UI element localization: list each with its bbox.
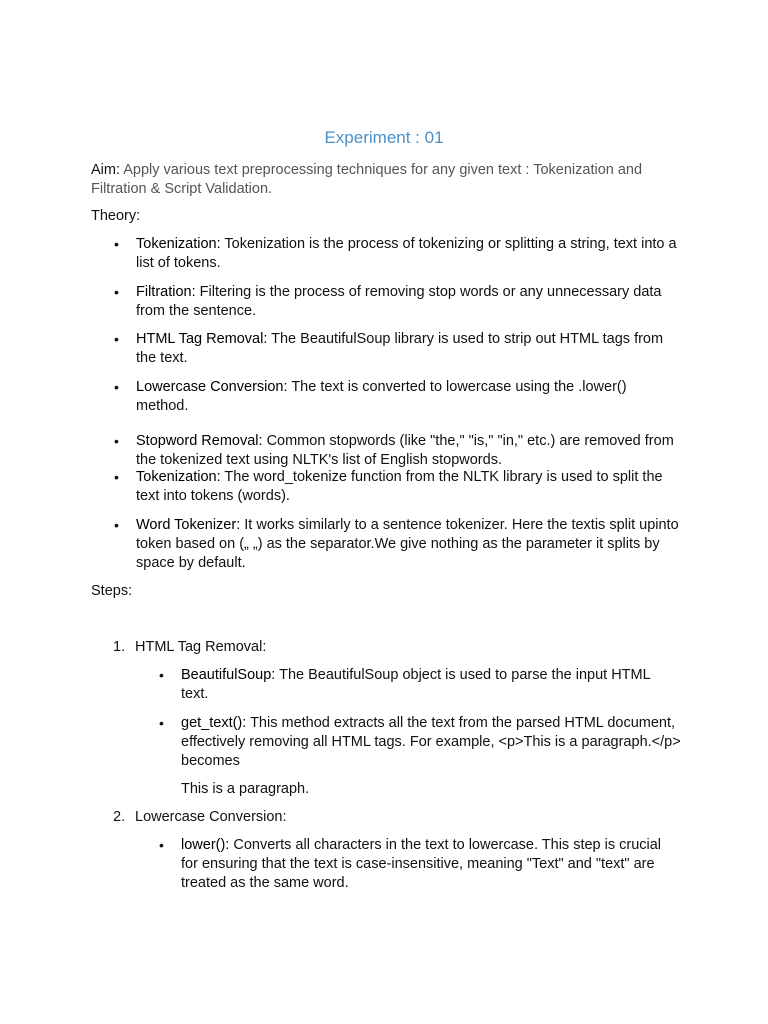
theory-item-label: Lowercase Conversion:: [136, 379, 288, 395]
aim-label: Aim:: [91, 162, 120, 178]
aim-paragraph: [91, 161, 681, 199]
theory-item-label: Stopword Removal:: [136, 433, 263, 449]
step-1-sub-beautifulsoup: [181, 666, 681, 704]
theory-item-filtration: [136, 283, 681, 321]
step-sub-label: lower():: [181, 837, 230, 853]
theory-item-stopword-removal: [136, 432, 681, 470]
theory-heading: Theory:: [91, 208, 141, 224]
steps-heading: Steps:: [91, 583, 133, 599]
step-item-2: [113, 808, 287, 827]
theory-item-label: Tokenization:: [136, 469, 221, 485]
theory-item-label: Tokenization:: [136, 236, 221, 252]
theory-item-html-tag-removal: [136, 330, 681, 368]
step-item-1: [113, 638, 266, 657]
step-sub-text: Converts all characters in the text to lowercase. This step is crucial for ensuring that the text is case-insensitive, meaning "Text" and "text" are treated as the same word.: [181, 837, 662, 891]
theory-item-lowercase-conversion: [136, 378, 681, 416]
theory-item-word-tokenizer: [136, 516, 681, 573]
page-title: Experiment : 01: [324, 128, 444, 147]
theory-item-label: HTML Tag Removal:: [136, 331, 268, 347]
step-sub-label: BeautifulSoup:: [181, 667, 276, 683]
theory-item-text: Tokenization is the process of tokenizing or splitting a string, text into a list of tokens.: [136, 236, 677, 271]
theory-item-text: Filtering is the process of removing stop words or any unnecessary data from the sentence.: [136, 284, 662, 319]
theory-item-text: Common stopwords (like "the," "is," "in," etc.) are removed from the tokenized text using NLTK's list of English stopwords.: [136, 433, 674, 468]
theory-item-tokenization-nltk: [136, 468, 681, 506]
step-sub-text: The BeautifulSoup object is used to parse the input HTML text.: [181, 667, 651, 702]
step-text: HTML Tag Removal:: [135, 639, 267, 655]
theory-item-tokenization: [136, 235, 681, 273]
step-1-sub-get-text: [181, 714, 681, 771]
step-sub-text: This method extracts all the text from the parsed HTML document, effectively removing all HTML tags. For example, <p>This is a paragraph.</p> becomes: [181, 715, 681, 769]
theory-item-text: The BeautifulSoup library is used to strip out HTML tags from the text.: [136, 331, 664, 366]
step-number: 2.: [113, 809, 126, 825]
theory-item-label: Word Tokenizer:: [136, 517, 241, 533]
step-2-sub-lower: [181, 836, 681, 893]
theory-item-text: It works similarly to a sentence tokenizer. Here the textis split upinto token based on („ „) as the separator.We give nothing as the parameter it splits by space by default.: [136, 517, 679, 571]
step-number: 1.: [113, 639, 126, 655]
theory-item-text: The text is converted to lowercase using the .lower() method.: [136, 379, 627, 414]
step-sub-label: get_text():: [181, 715, 247, 731]
theory-item-text: The word_tokenize function from the NLTK library is used to split the text into tokens (words).: [136, 469, 663, 504]
aim-text: Apply various text preprocessing techniques for any given text : Tokenization and Filtration & Script Validation.: [91, 162, 643, 197]
theory-item-label: Filtration:: [136, 284, 196, 300]
step-1-note: This is a paragraph.: [181, 781, 310, 797]
step-text: Lowercase Conversion:: [135, 809, 287, 825]
